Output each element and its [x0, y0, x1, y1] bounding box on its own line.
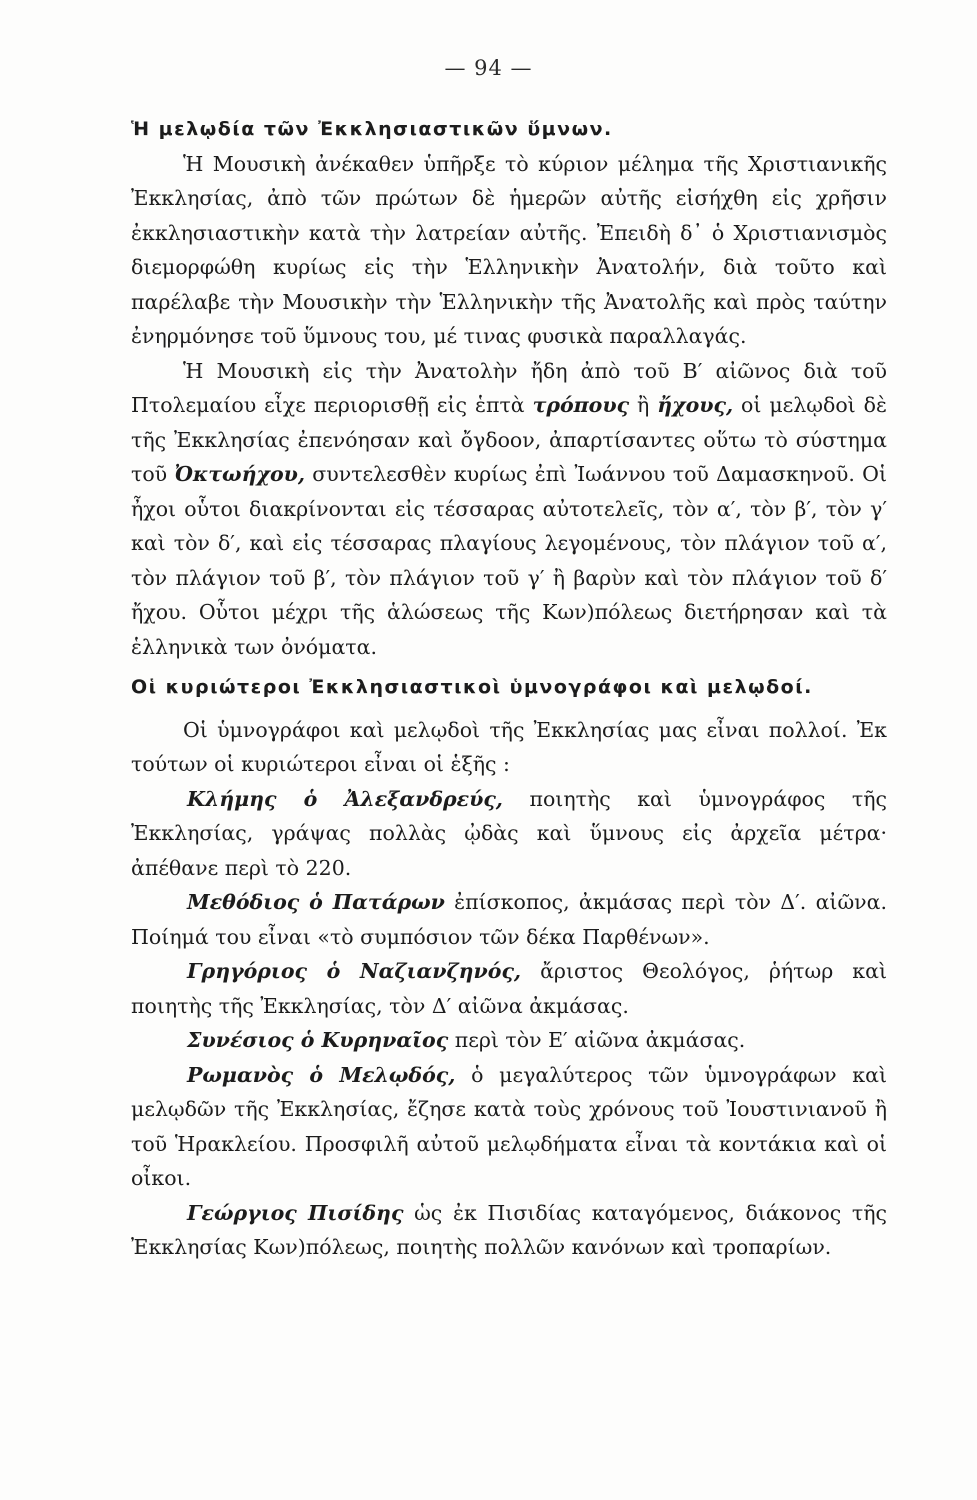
- section-heading-hymn-melody: Ἡ μελῳδία τῶν Ἐκκλησιαστικῶν ὕμνων.: [131, 118, 613, 140]
- paragraph-text: οἱ μελῳδοὶ δὲ τῆς Ἐκκλησίας ἐπενόησαν καὶ ὄγδοον, ἀπαρτίσαντες οὕτω τὸ σύστημα τοῦ: [131, 393, 887, 486]
- hymnographer-name: Ρωμανὸς ὁ Μελῳδός,: [187, 1062, 456, 1087]
- hymnographer-entry: [131, 885, 887, 954]
- hymnographer-description: ποιητὴς καὶ ὑμνογράφος τῆς Ἐκκλησίας, γράψας πολλὰς ᾠδὰς καὶ ὕμνους εἰς ἀρχεῖα μέτρα· ἀπέθανε περὶ τὸ 220.: [131, 786, 887, 880]
- hymnographer-description: ἐπίσκοπος, ἀκμάσας περὶ τὸν Δ′. αἰῶνα. Ποίημά του εἶναι «τὸ συμπόσιον τῶν δέκα Παρθένων».: [131, 890, 887, 949]
- paragraph-text: ἢ: [629, 393, 658, 417]
- hymnographer-description: ὁ μεγαλύτερος τῶν ὑμνογράφων καὶ μελῳδῶν τῆς Ἐκκλησίας, ἔζησε κατὰ τοὺς χρόνους τοῦ Ἰουστινιανοῦ ἢ τοῦ Ἡρακλείου. Προσφιλῆ αὐτοῦ μελῳδήματα εἶναι τὰ κοντάκια καὶ οἱ οἶκοι.: [131, 1062, 887, 1190]
- hymnographer-name: Κλήμης ὁ Ἀλεξανδρεύς,: [187, 786, 503, 811]
- paragraph-text: Ἡ Μουσικὴ εἰς τὴν Ἀνατολὴν ἤδη ἀπὸ τοῦ Β′ αἰῶνος διὰ τοῦ Πτολεμαίου εἶχε περιορισθῇ εἰς ἑπτὰ: [131, 358, 887, 417]
- paragraph-text: συντελεσθὲν κυρίως ἐπὶ Ἰωάννου τοῦ Δαμασκηνοῦ. Οἱ ἦχοι οὗτοι διακρίνονται εἰς τέσσαρας αὐτοτελεῖς, τὸν α′, τὸν β′, τὸν γ′ καὶ τὸν δ′, καὶ εἰς τέσσαρας πλαγίους λεγομένους, τὸν πλάγιον τοῦ α′, τὸν πλάγιον τοῦ β′, τὸν πλάγιον τοῦ γ′ ἢ βαρὺν καὶ τὸν πλάγιον τοῦ δ′ ἤχου. Οὗτοι μέχρι τῆς ἁλώσεως τῆς Κων)πόλεως διετήρησαν καὶ τὰ ἑλληνικὰ των ὀνόματα.: [131, 462, 887, 659]
- hymnographer-description: περὶ τὸν Ε′ αἰῶνα ἀκμάσας.: [448, 1028, 746, 1052]
- page-number: — 94 —: [444, 56, 533, 80]
- hymnographer-description: ἄριστος Θεολόγος, ῥήτωρ καὶ ποιητὴς τῆς Ἐκκλησίας, τὸν Δ′ αἰῶνα ἀκμάσας.: [131, 959, 887, 1018]
- hymnographer-name: Γρηγόριος ὁ Ναζιανζηνός,: [187, 959, 522, 983]
- paragraph-music-origin: Ἡ Μουσικὴ ἀνέκαθεν ὑπῆρξε τὸ κύριον μέλημα τῆς Χριστιανικῆς Ἐκκλησίας, ἀπὸ τῶν πρώτων δὲ ἡμερῶν αὐτῆς εἰσήχθη εἰς χρῆσιν ἐκκλησιαστικὴν κατὰ τὴν λατρείαν αὐτῆς. Ἐπειδὴ δ᾽ ὁ Χριστιανισμὸς διεμορφώθη κυρίως εἰς τὴν Ἑλληνικὴν Ἀνατολήν, διὰ τοῦτο καὶ παρέλαβε τὴν Μουσικὴν τὴν Ἑλληνικὴν τῆς Ἀνατολῆς καὶ πρὸς ταύτην ἐνηρμόνησε τοῦ ὕμνους του, μέ τινας φυσικὰ παραλλαγάς.: [131, 151, 887, 348]
- hymnographer-entry: [131, 1023, 887, 1058]
- hymnographer-description: ὡς ἐκ Πισιδίας καταγόμενος, διάκονος τῆς Ἐκκλησίας Κων)πόλεως, ποιητὴς πολλῶν κανόνων καὶ τροπαρίων.: [131, 1200, 887, 1259]
- hymnographer-name: Γεώργιος Πισίδης: [187, 1200, 404, 1225]
- paragraph-modes: [131, 354, 887, 665]
- hymnographer-entry: [131, 1196, 887, 1265]
- term-ichous: ἤχους,: [657, 393, 734, 417]
- hymnographer-entry: [131, 954, 887, 1023]
- paragraph-hymnographers-intro: Οἱ ὑμνογράφοι καὶ μελῳδοὶ τῆς Ἐκκλησίας μας εἶναι πολλοί. Ἐκ τούτων οἱ κυριώτεροι εἶναι οἱ ἑξῆς :: [131, 717, 887, 776]
- term-tropous: τρόπους: [532, 393, 630, 417]
- term-oktoichou: Ὀκτωήχου,: [174, 462, 305, 486]
- page-content: [131, 112, 887, 1265]
- hymnographer-entry: [131, 782, 887, 886]
- hymnographer-name: Μεθόδιος ὁ Πατάρων: [187, 890, 445, 914]
- hymnographer-entry: [131, 1058, 887, 1196]
- section-heading-hymnographers: Οἱ κυριώτεροι Ἐκκλησιαστικοὶ ὑμνογράφοι καὶ μελῳδοί.: [131, 676, 813, 698]
- hymnographer-name: Συνέσιος ὁ Κυρηναῖος: [187, 1028, 449, 1052]
